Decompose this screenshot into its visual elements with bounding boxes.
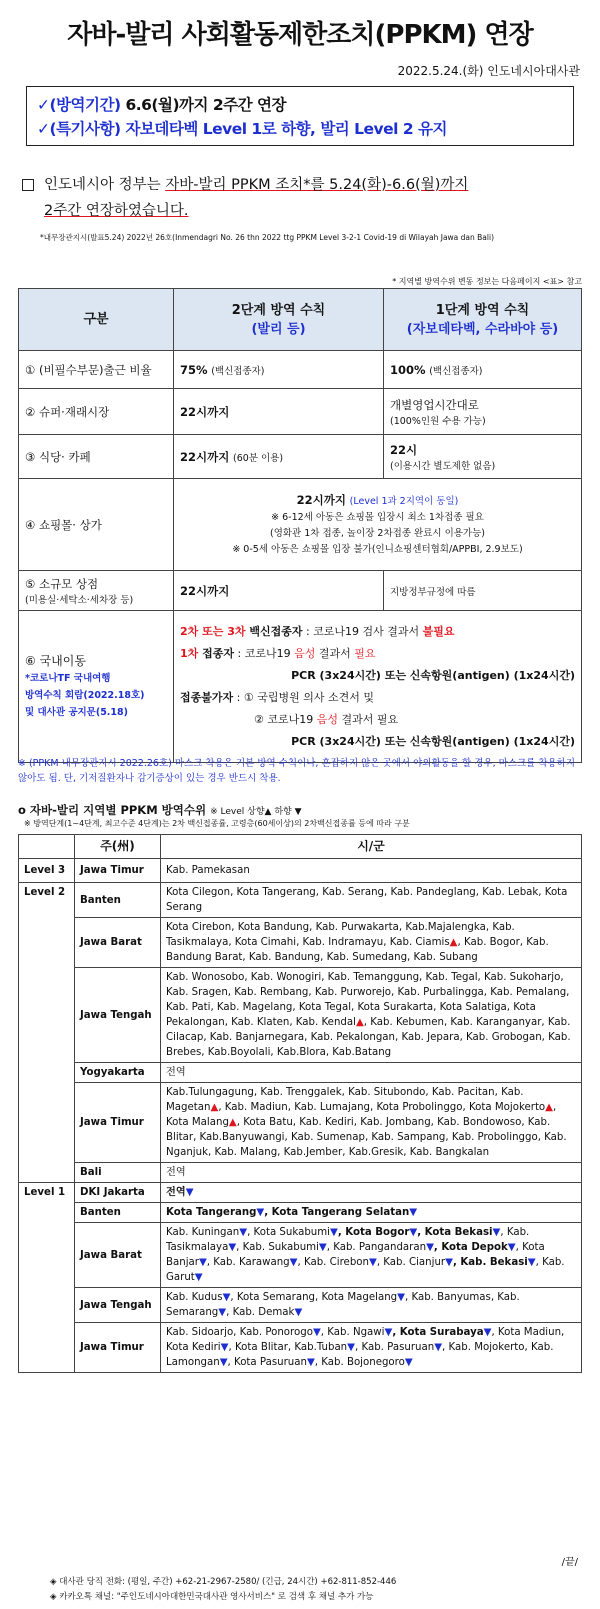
down-arrow-icon: ▼ (194, 1272, 203, 1283)
table-row: Jawa Barat Kab. Kuningan▼, Kota Sukabumi▼, Kota Bogor▼, Kota Bekasi▼, Kab. Tasikmalaya▼, Kab. Sukabumi▼, Kab. Pangandaran▼, Kota Depok▼, Kota Banjar▼, Kab. Karawang▼, Kab. Cirebon▼, Kab. Cianjur▼, Kab. Bekasi▼, Kab. Garut▼ (19, 1223, 582, 1288)
down-arrow-icon: ▼ (306, 1357, 315, 1368)
down-arrow-icon: ▼ (289, 1257, 298, 1268)
header-province: 주(州) (75, 835, 161, 859)
mask-note: ※ (PPKM 내무장관지시 2022.26호) 마스크 착용은 기본 방역 수칙이나, 혼잡하지 않은 곳에서 야외활동을 할 경우, 마스크를 착용하지 않아도 됨. 단, 기저질환자나 감기증상이 있는 경우 반드시 착용. (18, 758, 576, 784)
table-row: Level 3 Jawa Timur Kab. Pamekasan (19, 859, 582, 883)
row-label: ② 슈퍼·재래시장 (19, 389, 174, 435)
table-row: ⑥ 국내이동 *코로나TF 국내여행 방역수칙 회람(2022.18호) 및 대사관 공지문(5.18) 2차 또는 3차 백신접종자 : 코로나19 검사 결과서 불필요 1차 접종자 : 코로나19 음성 결과서 필요 PCR (3x24시간) 또는 신속항원(antigen) (1x24시간) 접종불가자 : ① 국립병원 의사 소견서 및 ② 코로나19 음성 결과서 필요 PCR (3x24시간) 또는 신속항원(antigen) (1x24시간) (19, 611, 582, 763)
down-arrow-icon: ▼ (220, 1342, 229, 1353)
level-label: Level 1 (19, 1183, 75, 1203)
summary-line-2: ✓(특기사항) 자보데타벡 Level 1로 하향, 발리 Level 2 유지 (37, 120, 448, 138)
up-arrow-icon: ▲ (545, 1102, 554, 1113)
header-category: 구분 (19, 289, 174, 351)
region-note: ※ 방역단계(1~4단계, 최고수준 4단계)는 2차 백신접종률, 고령층(60세이상)의 2차백신접종률 등에 따라 구분 (24, 819, 410, 828)
down-arrow-icon: ▼ (426, 1242, 434, 1253)
down-arrow-icon: ▼ (330, 1227, 338, 1238)
row-label: ⑥ 국내이동 *코로나TF 국내여행 방역수칙 회람(2022.18호) 및 대사관 공지문(5.18) (19, 611, 174, 763)
table-row: Jawa Tengah Kab. Kudus▼, Kota Semarang, Kota Magelang▼, Kab. Banyumas, Kab. Semarang▼, Kab. Demak▼ (19, 1288, 582, 1323)
row-label: ⑤ 소규모 상점 (미용실·세탁소·세차장 등) (19, 571, 174, 611)
row-label: ④ 쇼핑몰· 상가 (19, 479, 174, 571)
down-arrow-icon: ▼ (409, 1227, 418, 1238)
row-label: ③ 식당· 카페 (19, 435, 174, 479)
contact-info: ◈ 대사관 당직 전화: (평일, 주간) +62-21-2967-2580/ (긴급, 24시간) +62-811-852-446 ◈ 카카오톡 채널: "주인도네시아대한민국대사관 영사서비스" 로 검색 후 채널 추가 가능 (50, 1577, 397, 1602)
down-arrow-icon: ▼ (294, 1307, 303, 1318)
down-arrow-icon: ▼ (228, 1242, 237, 1253)
down-arrow-icon: ▼ (483, 1327, 492, 1338)
table-row: ④ 쇼핑몰· 상가 22시까지 (Level 1과 2지역이 동일) ※ 6-12세 아동은 쇼핑몰 입장시 최소 1차접종 필요 (영화관 1차 접종, 놀이장 2차접종 완료시 이용가능) ※ 0-5세 아동은 쇼핑몰 입장 불가(인니쇼핑센터협회/APPBI, 2.9보도) (19, 479, 582, 571)
down-arrow-icon: ▼ (347, 1342, 355, 1353)
down-arrow-icon: ▼ (198, 1257, 207, 1268)
table-row: Level 1 DKI Jakarta 전역▼ (19, 1183, 582, 1203)
up-arrow-icon: ▲ (355, 1017, 364, 1028)
square-bullet-icon (22, 179, 34, 191)
down-arrow-icon: ▼ (384, 1327, 393, 1338)
footnote: *내무장관지시(발표5.24) 2022년 26호(Inmendagri No. 26 thn 2022 ttg PPKM Level 3-2-1 Covid-19 di Wilayah Jawa dan Bali) (40, 233, 494, 242)
page-title: 자바-발리 사회활동제한조치(PPKM) 연장 (67, 20, 533, 50)
header-city: 시/군 (161, 835, 582, 859)
table-row: Jawa Tengah Kab. Wonosobo, Kab. Wonogiri, Kab. Temanggung, Kab. Tegal, Kab. Sukoharjo, Kab. Sragen, Kab. Rembang, Kab. Purworejo, Kab. Purbalingga, Kab. Pemalang, Kab. Pati, Kab. Magelang, Kota Tegal, Kota Surakarta, Kota Salatiga, Kota Pekalongan, Kab. Klaten, Kab. Kendal▲, Kab. Kebumen, Kab. Karanganyar, Kab. Cilacap, Kab. Banjarnegara, Kab. Pekalongan, Kab. Jepara, Kab. Grobogan, Kab. Brebes, Kab.Boyolali, Kab.Blora, Kab.Batang (19, 968, 582, 1063)
check-icon: ✓ (37, 96, 50, 114)
table-row: Level 2 Banten Kota Cilegon, Kota Tangerang, Kab. Serang, Kab. Pandeglang, Kab. Lebak, Kota Serang (19, 883, 582, 918)
table-header-row (19, 835, 582, 859)
header-level1: 1단계 방역 수칙 (자보데타벡, 수라바야 등) (384, 289, 582, 351)
table-row: Jawa Timur Kab. Sidoarjo, Kab. Ponorogo▼, Kab. Ngawi▼, Kota Surabaya▼, Kota Madiun, Kota Kediri▼, Kota Blitar, Kab.Tuban▼, Kab. Pasuruan▼, Kab. Mojokerto, Kab. Lamongan▼, Kota Pasuruan▼, Kab. Bojonegoro▼ (19, 1323, 582, 1373)
level-label: Level 3 (19, 859, 75, 883)
table-row: ⑤ 소규모 상점 (미용실·세탁소·세차장 등) 22시까지 지방정부규정에 따름 (19, 571, 582, 611)
down-arrow-icon: ▼ (185, 1187, 194, 1198)
region-table (18, 834, 582, 1373)
summary-line-1: ✓(방역기간) 6.6(월)까지 2주간 연장 (37, 96, 286, 114)
rules-table (18, 288, 582, 763)
down-arrow-icon: ▼ (409, 1207, 418, 1218)
down-arrow-icon: ▼ (318, 1242, 327, 1253)
table-row: Bali 전역 (19, 1163, 582, 1183)
table-row: Jawa Timur Kab.Tulungagung, Kab. Trenggalek, Kab. Situbondo, Kab. Pacitan, Kab. Magetan▲, Kab. Madiun, Kab. Lumajang, Kota Probolinggo, Kota Mojokerto▲, Kota Malang▲, Kota Batu, Kab. Kediri, Kab. Jombang, Kab. Bondowoso, Kab. Blitar, Kab.Banyuwangi, Kab. Sumenap, Kab. Sampang, Kab. Probolinggo, Kab. Nganjuk, Kab. Malang, Kab.Jember, Kab.Gresik, Kab. Bangkalan (19, 1083, 582, 1163)
down-arrow-icon: ▼ (527, 1257, 536, 1268)
down-arrow-icon: ▼ (256, 1207, 265, 1218)
down-arrow-icon: ▼ (445, 1257, 453, 1268)
level-label: Level 2 (19, 883, 75, 918)
table-row: Yogyakarta 전역 (19, 1063, 582, 1083)
row-label: ① (비필수부문)출근 비율 (19, 351, 174, 389)
down-arrow-icon: ▼ (312, 1327, 321, 1338)
summary-box (26, 86, 574, 146)
down-arrow-icon: ▼ (404, 1357, 413, 1368)
table-row: ③ 식당· 카페 22시까지 (60분 이용) 22시 (이용시간 별도제한 없음) (19, 435, 582, 479)
end-mark: /끝/ (561, 1557, 578, 1568)
down-arrow-icon: ▼ (239, 1227, 248, 1238)
table-header-row (19, 289, 582, 351)
reference-note: * 지역별 방역수위 변동 정보는 다음페이지 <표> 참고 (392, 277, 582, 286)
date-line: 2022.5.24.(화) 인도네시아대사관 (397, 64, 580, 78)
header-level2: 2단계 방역 수칙 (발리 등) (174, 289, 384, 351)
table-row: Jawa Barat Kota Cirebon, Kota Bandung, Kab. Purwakarta, Kab.Majalengka, Kab. Tasikmalaya, Kota Cimahi, Kab. Indramayu, Kab. Ciamis▲, Kab. Bogor, Kab. Bandung Barat, Kab. Bandung, Kab. Sumedang, Kab. Subang (19, 918, 582, 968)
up-arrow-icon: ▲ (210, 1102, 219, 1113)
down-arrow-icon: ▼ (218, 1307, 227, 1318)
down-arrow-icon: ▼ (492, 1227, 501, 1238)
table-row: Banten Kota Tangerang▼, Kota Tangerang Selatan▼ (19, 1203, 582, 1223)
down-arrow-icon: ▼ (434, 1342, 443, 1353)
down-arrow-icon: ▼ (368, 1257, 377, 1268)
down-arrow-icon: ▼ (222, 1292, 231, 1303)
up-arrow-icon: ▲ (228, 1117, 237, 1128)
down-arrow-icon: ▼ (219, 1357, 228, 1368)
up-arrow-icon: ▲ (449, 937, 458, 948)
intro-paragraph: 인도네시아 정부는 자바-발리 PPKM 조치*를 5.24(화)-6.6(월)까지 2주간 연장하였습니다. (22, 172, 582, 224)
down-arrow-icon: ▼ (397, 1292, 405, 1303)
region-section-title: o 자바-발리 지역별 PPKM 방역수위 ※ Level 상향▲ 하향 ▼ (18, 803, 302, 817)
table-row: ① (비필수부문)출근 비율 75% (백신접종자) 100% (백신접종자) (19, 351, 582, 389)
down-arrow-icon: ▼ (507, 1242, 516, 1253)
table-row: ② 슈퍼·재래시장 22시까지 개별영업시간대로 (100%인원 수용 가능) (19, 389, 582, 435)
check-icon: ✓ (37, 120, 50, 138)
